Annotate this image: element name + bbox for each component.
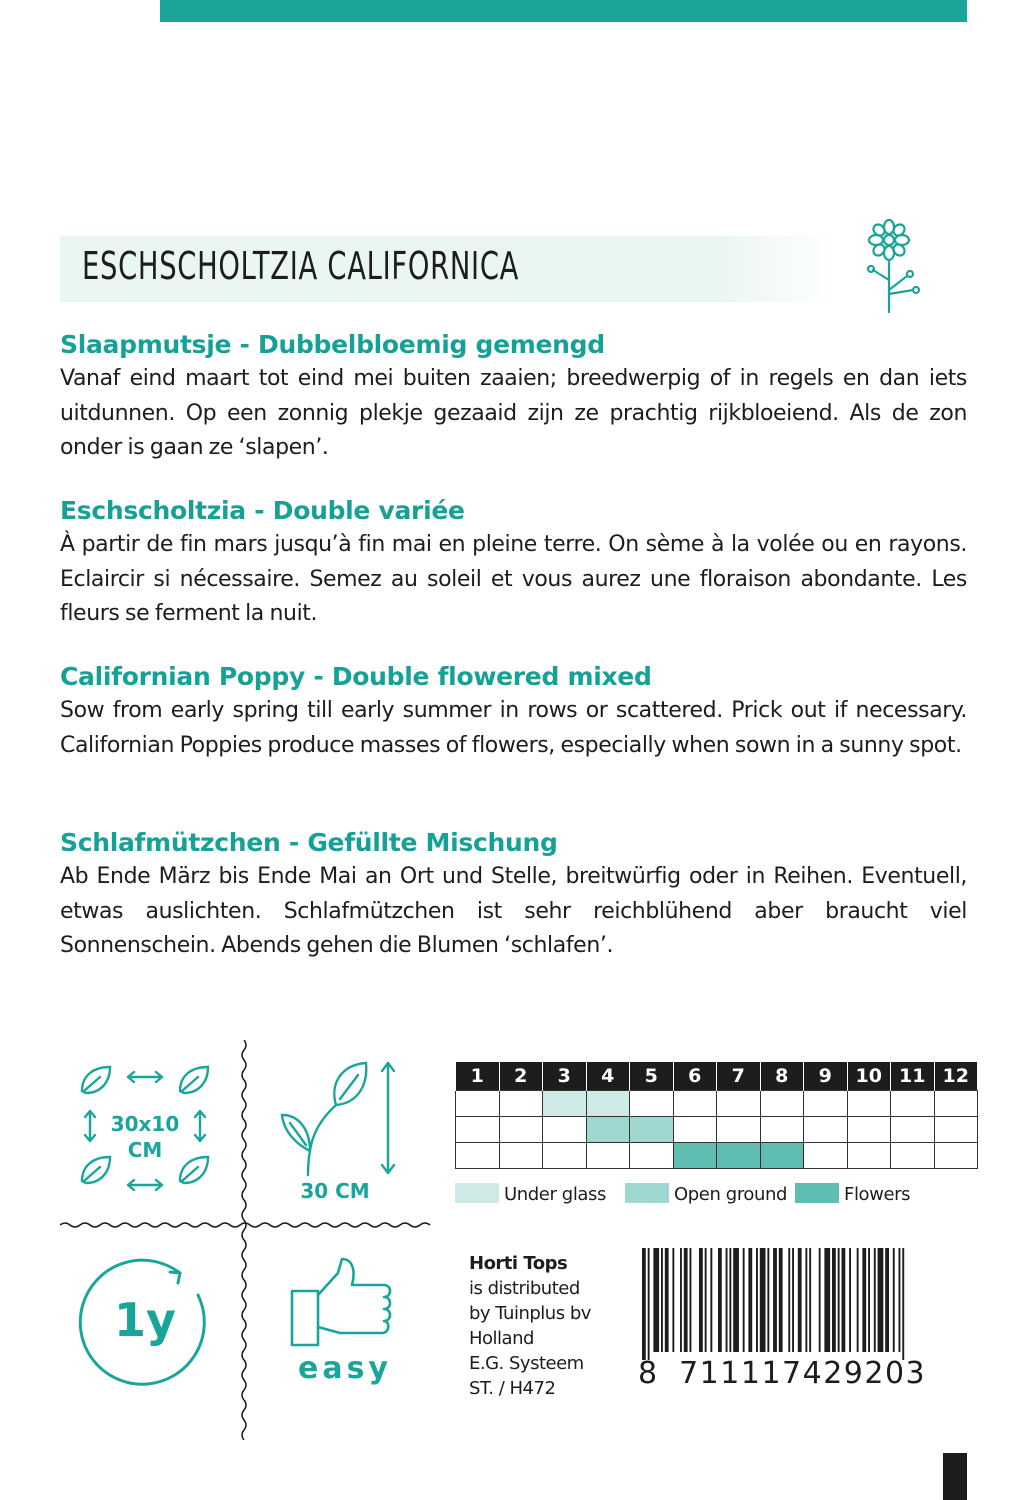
spacing-value: 30x10 <box>110 1112 180 1136</box>
calendar-cell <box>543 1143 587 1169</box>
calendar-cell <box>891 1117 935 1143</box>
legend-label: Under glass <box>504 1184 607 1205</box>
barcode-bar <box>788 1248 790 1352</box>
difficulty-label: easy <box>297 1351 392 1386</box>
horizontal-wavy-divider <box>60 1219 435 1231</box>
thumbs-up-icon <box>280 1255 410 1355</box>
section-text: Ab Ende März bis Ende Mai an Ort und Stelle, breitwürfig oder in Reihen. Eventuell, etwas auslichten. Schlafmützchen ist sehr reichblühend aber braucht viel Sonnenschein. Abends gehen die Blumen ‘schlafen’. <box>60 864 967 958</box>
barcode-bar <box>878 1248 884 1352</box>
legend-flowers <box>795 1183 910 1205</box>
calendar-month-header: 7 <box>717 1062 761 1091</box>
black-marker <box>943 1453 967 1500</box>
barcode-bar <box>718 1248 722 1352</box>
barcode-bar <box>824 1248 830 1352</box>
barcode-bar <box>661 1248 663 1352</box>
calendar-cell <box>847 1117 891 1143</box>
seedling-height-icon <box>270 1055 420 1180</box>
section-french <box>60 494 967 632</box>
legend-label: Open ground <box>674 1184 788 1205</box>
barcode-digit-first: 8 <box>638 1356 658 1391</box>
distributor-line: ST. / H472 <box>469 1378 556 1399</box>
spacing-unit: CM <box>127 1138 163 1162</box>
flower-plant-icon <box>863 218 927 314</box>
section-english <box>60 660 967 763</box>
barcode-bar <box>690 1248 692 1352</box>
calendar-cell <box>456 1091 500 1117</box>
section-text: Sow from early spring till early summer in rows or scattered. Prick out if necessary. Californian Poppies produce masses of flowers, especially when sown in a sunny spot. <box>60 698 967 758</box>
lifecycle-tile <box>70 1255 220 1405</box>
barcode-bar <box>653 1248 659 1352</box>
barcode-bar <box>743 1248 745 1352</box>
calendar-cell <box>586 1091 630 1117</box>
calendar-cell <box>804 1117 848 1143</box>
barcode-bar <box>767 1248 769 1352</box>
barcode-bar <box>849 1248 851 1352</box>
section-text: À partir de fin mars jusqu’à fin mai en pleine terre. On sème à la volée ou en rayons. Eclaircir si nécessaire. Semez au soleil et vous aurez une floraison abondante. Les fleurs se ferment la nuit. <box>60 532 967 626</box>
latin-name: ESCHSCHOLTZIA CALIFORNICA <box>82 244 520 288</box>
barcode-bar <box>885 1248 889 1352</box>
legend-under-glass <box>455 1183 606 1205</box>
difficulty-tile <box>280 1255 410 1405</box>
calendar-cell <box>804 1091 848 1117</box>
distributor-line: by Tuinplus bv <box>469 1303 591 1324</box>
legend-swatch <box>455 1183 499 1203</box>
section-title: Slaapmutsje - Dubbelbloemig gemengd <box>60 330 605 359</box>
legend-label: Flowers <box>844 1184 911 1205</box>
calendar-cell <box>847 1143 891 1169</box>
distributor-line: Holland <box>469 1328 534 1349</box>
calendar-cell <box>499 1091 543 1117</box>
calendar-cell <box>717 1143 761 1169</box>
calendar-cell <box>673 1117 717 1143</box>
barcode-bar <box>710 1248 712 1352</box>
calendar-cell <box>456 1143 500 1169</box>
barcode-bar <box>862 1248 866 1352</box>
barcode-bar <box>792 1248 794 1352</box>
calendar-cell <box>847 1091 891 1117</box>
calendar-month-header: 5 <box>630 1062 674 1091</box>
barcode-bar <box>729 1248 731 1352</box>
section-title: Eschscholtzia - Double variée <box>60 496 465 525</box>
calendar-row-flowers <box>456 1143 978 1169</box>
calendar-month-header: 3 <box>543 1062 587 1091</box>
calendar-cell <box>934 1143 977 1169</box>
vertical-wavy-divider <box>236 1040 252 1440</box>
calendar-cell <box>891 1143 935 1169</box>
brand-name: Horti Tops <box>469 1253 568 1274</box>
lifecycle-label: 1y <box>114 1293 176 1347</box>
calendar-month-header: 2 <box>499 1062 543 1091</box>
calendar-cell <box>456 1117 500 1143</box>
calendar-cell <box>934 1091 977 1117</box>
barcode-bar <box>832 1248 836 1352</box>
barcode-bar <box>756 1248 758 1352</box>
barcode-bar <box>842 1248 846 1352</box>
barcode-bar <box>665 1248 669 1352</box>
barcode <box>638 1248 956 1396</box>
barcode-bar <box>760 1248 766 1352</box>
calendar-cell <box>717 1117 761 1143</box>
barcode-bar <box>874 1248 876 1352</box>
calendar-cell <box>586 1117 630 1143</box>
calendar-cell <box>891 1091 935 1117</box>
barcode-bar <box>648 1248 650 1360</box>
legend-swatch <box>625 1183 669 1203</box>
calendar-cell <box>630 1143 674 1169</box>
barcode-bar <box>893 1248 895 1352</box>
calendar-month-header: 10 <box>847 1062 891 1091</box>
section-title: Schlafmützchen - Gefüllte Mischung <box>60 828 558 857</box>
calendar-month-header: 11 <box>891 1062 935 1091</box>
barcode-bar <box>699 1248 703 1352</box>
height-label: 30 CM <box>300 1179 370 1203</box>
calendar-row-under-glass <box>456 1091 978 1117</box>
legend-swatch <box>795 1183 839 1203</box>
calendar-cell <box>499 1117 543 1143</box>
barcode-bar <box>857 1248 859 1352</box>
spacing-tile <box>70 1055 220 1205</box>
calendar-cell <box>586 1143 630 1169</box>
calendar-cell <box>543 1117 587 1143</box>
calendar-cell <box>673 1143 717 1169</box>
calendar-month-header: 6 <box>673 1062 717 1091</box>
section-german <box>60 826 967 964</box>
barcode-bar <box>779 1248 783 1352</box>
calendar-month-header: 12 <box>934 1062 977 1091</box>
barcode-bar <box>868 1248 870 1352</box>
barcode-bars <box>638 1248 956 1360</box>
calendar-cell <box>934 1117 977 1143</box>
barcode-bar <box>680 1248 682 1352</box>
section-title: Californian Poppy - Double flowered mixed <box>60 662 652 691</box>
calendar-month-header: 1 <box>456 1062 500 1091</box>
distributor-line: is distributed <box>469 1278 580 1299</box>
calendar-cell <box>717 1091 761 1117</box>
section-text: Vanaf eind maart tot eind mei buiten zaaien; breedwerpig of in regels en dan iets uitdunnen. Op een zonnig plekje gezaaid zijn ze prachtig rijkbloeiend. Als de zon onder is gaan ze ‘slapen’. <box>60 366 967 460</box>
calendar-cell <box>630 1117 674 1143</box>
top-accent-bar <box>160 0 967 22</box>
barcode-bar <box>838 1248 840 1352</box>
calendar-month-header: 8 <box>760 1062 804 1091</box>
calendar-cell <box>499 1143 543 1169</box>
barcode-bar <box>899 1248 901 1352</box>
legend-open-ground <box>625 1183 787 1205</box>
barcode-bar <box>805 1248 807 1352</box>
barcode-bar <box>733 1248 739 1352</box>
barcode-digits: 711117429203 <box>679 1356 927 1391</box>
calendar-row-open-ground <box>456 1117 978 1143</box>
barcode-bar <box>902 1248 904 1360</box>
barcode-bar <box>748 1248 752 1352</box>
barcode-bar <box>705 1248 707 1352</box>
calendar-cell <box>673 1091 717 1117</box>
barcode-bar <box>726 1248 728 1352</box>
calendar-cell <box>543 1091 587 1117</box>
section-dutch <box>60 328 967 466</box>
calendar-month-header: 9 <box>804 1062 848 1091</box>
height-tile <box>270 1055 420 1210</box>
calendar-cell <box>760 1091 804 1117</box>
barcode-bar <box>684 1248 688 1352</box>
barcode-bar <box>773 1248 777 1352</box>
barcode-bar <box>798 1248 802 1352</box>
barcode-bar <box>809 1248 811 1352</box>
barcode-bar <box>819 1248 821 1352</box>
calendar-month-header: 4 <box>586 1062 630 1091</box>
calendar-cell <box>760 1143 804 1169</box>
sowing-calendar <box>455 1062 978 1169</box>
calendar-cell <box>760 1117 804 1143</box>
distributor-line: E.G. Systeem <box>469 1353 584 1374</box>
calendar-cell <box>630 1091 674 1117</box>
barcode-bar <box>672 1248 674 1352</box>
calendar-cell <box>804 1143 848 1169</box>
distributor-info <box>469 1251 591 1401</box>
barcode-bar <box>642 1248 646 1360</box>
